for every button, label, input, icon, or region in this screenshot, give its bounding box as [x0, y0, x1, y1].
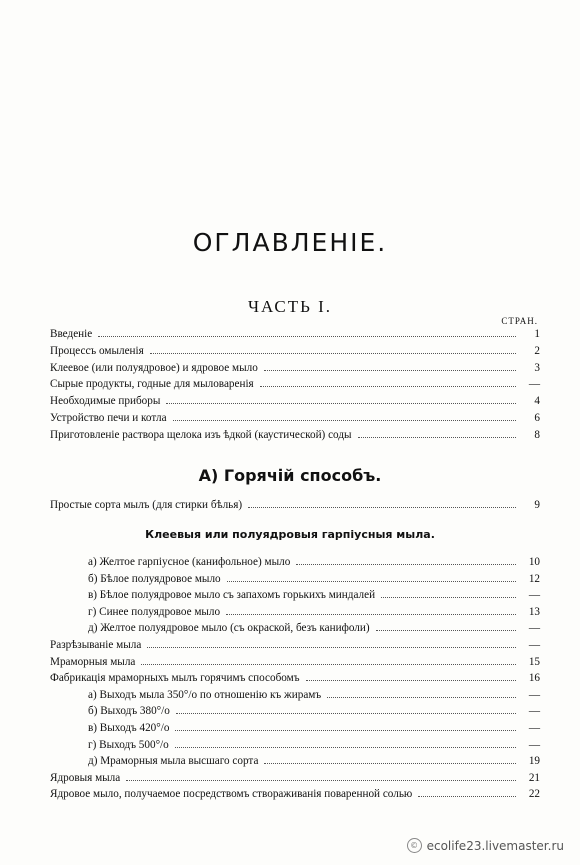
- toc-page: —: [528, 378, 540, 391]
- toc-leader: [306, 672, 516, 681]
- toc-label: Необходимые приборы: [50, 395, 161, 408]
- toc-label: в) Бѣлое полуядровое мыло съ запахомъ горькихъ миндалей: [88, 589, 376, 602]
- toc-label: д) Желтое полуядровое мыло (съ окраской, безъ канифоли): [88, 622, 370, 635]
- toc-row: [50, 499, 540, 515]
- toc-label: Мраморныя мыла: [50, 655, 136, 668]
- toc-leader: [176, 705, 516, 714]
- toc-page: 16: [528, 672, 540, 685]
- copyright-icon: ©: [407, 838, 422, 853]
- toc-label: Приготовленіе раствора щелока изъ ѣдкой (каустической) соды: [50, 428, 352, 441]
- toc-row: [50, 772, 540, 788]
- toc-leader: [227, 573, 516, 582]
- toc-row: [50, 412, 540, 428]
- toc-label: Ядровое мыло, получаемое посредствомъ створаживанія поваренной солью: [50, 788, 413, 801]
- toc-label: г) Синее полуядровое мыло: [88, 605, 221, 618]
- toc-row: [50, 395, 540, 411]
- toc-page: 3: [534, 361, 540, 374]
- toc-page: 8: [534, 428, 540, 441]
- part-heading: ЧАСТЬ I.: [247, 297, 333, 316]
- toc-page: —: [528, 705, 540, 718]
- toc-row: [50, 656, 540, 672]
- toc-row: [50, 345, 540, 361]
- toc-leader: [141, 656, 516, 665]
- toc-leader: [98, 328, 516, 337]
- toc-row: [50, 672, 540, 688]
- toc-label: в) Выходъ 420°/о: [88, 722, 170, 734]
- toc-row: [50, 788, 540, 804]
- toc-page: 9: [534, 499, 540, 511]
- toc-row: [88, 573, 540, 589]
- section-title: А) Горячій способъ.: [198, 466, 382, 485]
- toc-page: 2: [534, 344, 540, 357]
- toc-row: [88, 556, 540, 572]
- toc-leader: [260, 378, 516, 387]
- toc-label: Простые сорта мылъ (для стирки бѣлья): [50, 499, 243, 511]
- toc-label: Разрѣзываніе мыла: [50, 639, 142, 651]
- toc-page: —: [528, 722, 540, 734]
- toc-leader: [418, 788, 516, 797]
- subsection-title: Клеевыя или полуядровыя гарпіусныя мыла.: [145, 528, 435, 541]
- toc-page: —: [528, 622, 540, 635]
- toc-page: 22: [528, 788, 540, 801]
- toc-label: Сырые продукты, годные для мыловаренія: [50, 378, 254, 391]
- toc-label: а) Выходъ мыла 350°/о по отношенію къ жирамъ: [88, 688, 322, 701]
- toc-page: 15: [528, 655, 540, 668]
- toc-page: 1: [534, 328, 540, 340]
- watermark: [407, 838, 564, 853]
- toc-leader: [226, 606, 516, 615]
- toc-row: [88, 722, 540, 738]
- toc-page: 4: [534, 395, 540, 408]
- watermark-text: ecolife23.livemaster.ru: [426, 838, 564, 853]
- toc-label: г) Выходъ 500°/о: [88, 738, 169, 751]
- toc-label: Устройство печи и котла: [50, 412, 167, 424]
- toc-leader: [166, 395, 516, 404]
- toc-label: Процессъ омыленія: [50, 344, 144, 357]
- toc-leader: [248, 499, 516, 508]
- toc-leader: [358, 429, 516, 438]
- toc-label: б) Бѣлое полуядровое мыло: [88, 572, 221, 585]
- toc-row: [88, 689, 540, 705]
- toc-row: [88, 755, 540, 771]
- toc-page: —: [528, 688, 540, 701]
- toc-row: [88, 739, 540, 755]
- toc-page: 6: [534, 412, 540, 424]
- toc-label: д) Мраморныя мыла высшаго сорта: [88, 755, 259, 768]
- toc-label: б) Выходъ 380°/о: [88, 705, 170, 718]
- toc-label: Клеевое (или полуядровое) и ядровое мыло: [50, 361, 258, 374]
- toc-leader: [150, 345, 516, 354]
- toc-page: 19: [528, 755, 540, 768]
- toc-page: 13: [528, 605, 540, 618]
- toc-row: [50, 362, 540, 378]
- toc-leader: [175, 722, 516, 731]
- toc-row: [50, 429, 540, 445]
- toc-leader: [264, 755, 516, 764]
- toc-leader: [264, 362, 516, 371]
- toc-label: Ядровыя мыла: [50, 771, 121, 784]
- toc-row: [50, 378, 540, 394]
- toc-row: [88, 705, 540, 721]
- toc-leader: [147, 639, 516, 648]
- toc-leader: [381, 589, 516, 598]
- toc-leader: [296, 556, 516, 565]
- toc-leader: [376, 622, 516, 631]
- toc-leader: [175, 739, 516, 748]
- toc-page: 10: [528, 556, 540, 568]
- pages-column-header: СТРАН.: [501, 316, 538, 326]
- toc-label: а) Желтое гарпіусное (канифольное) мыло: [88, 556, 291, 568]
- toc-row: [50, 328, 540, 344]
- toc-page: —: [528, 639, 540, 651]
- toc-row: [88, 589, 540, 605]
- toc-page: 12: [528, 572, 540, 585]
- toc-row: [50, 639, 540, 655]
- toc-leader: [327, 689, 516, 698]
- toc-page: —: [528, 738, 540, 751]
- toc-label: Фабрикація мраморныхъ мылъ горячимъ способомъ: [50, 672, 300, 685]
- toc-page: 21: [528, 771, 540, 784]
- toc-row: [88, 606, 540, 622]
- toc-page: —: [528, 589, 540, 602]
- toc-leader: [173, 412, 516, 421]
- toc-leader: [126, 772, 516, 781]
- toc-row: [88, 622, 540, 638]
- toc-label: Введеніе: [50, 328, 93, 340]
- page-title: ОГЛАВЛЕНІЕ.: [192, 228, 388, 257]
